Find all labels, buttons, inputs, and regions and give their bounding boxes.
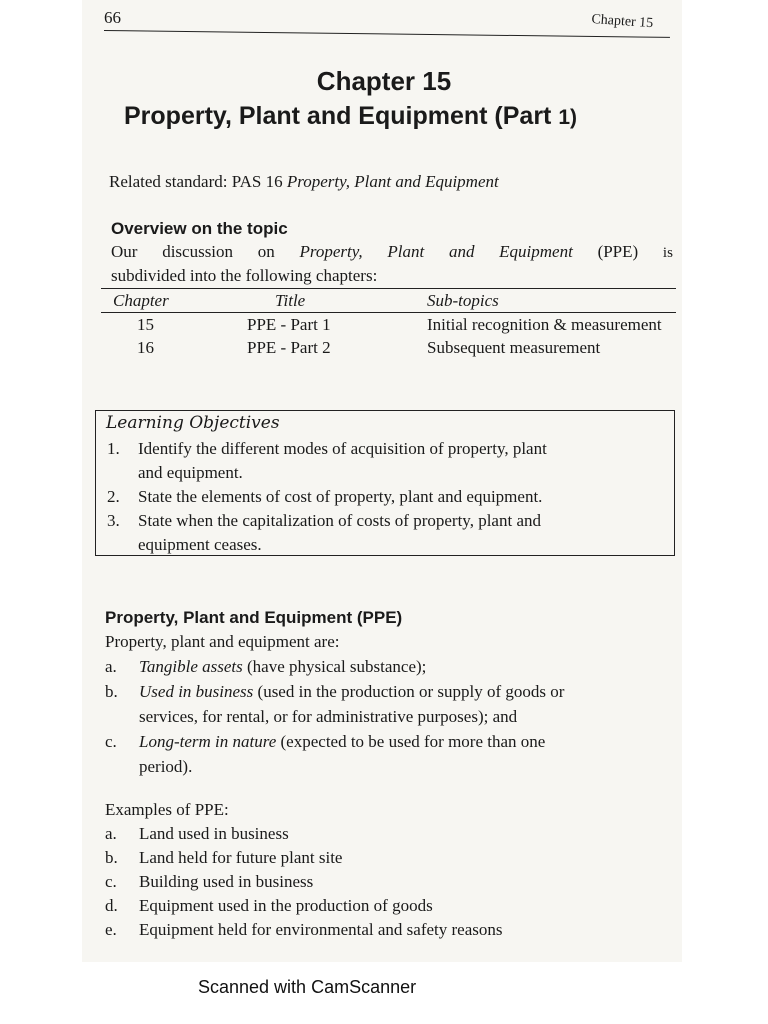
list-label: a. [105,657,117,676]
list-label: e. [105,920,117,939]
overview-word: Equipment [499,242,573,261]
page-number: 66 [104,8,121,27]
table-header-chapter: Chapter [101,289,243,313]
overview-word: is [662,245,673,261]
overview-word: Plant [387,242,425,261]
example-text: Equipment used in the production of goods [139,896,433,915]
criteria-term: Long-term in nature [139,732,277,751]
overview-word: (PPE) [597,242,639,261]
related-standard-prefix: Related standard: PAS 16 [109,172,287,191]
chapter-number: Chapter 15 [316,66,452,96]
list-label: a. [105,824,117,843]
related-standard-title: Property, Plant and Equipment [286,172,499,191]
overview-word: Our [111,242,138,261]
table-cell: 15 [137,315,154,334]
criteria-description-line-2: period). [139,757,193,776]
table-header-title: Title [243,289,427,313]
chapter-title [124,102,577,131]
table-cell: PPE - Part 2 [247,338,331,357]
example-text: Land used in business [139,824,289,843]
chapters-table [101,288,676,359]
overview-line-2: subdivided into the following chapters: [111,266,378,285]
example-text: Building used in business [139,872,314,891]
table-header-row [101,289,676,313]
table-cell: Initial recognition & measurement [427,315,662,334]
table-row [101,313,676,337]
scanner-watermark: Scanned with CamScanner [198,977,417,997]
criteria-description: (expected to be used for more than one [276,732,546,751]
criteria-description: (have physical substance); [242,657,427,676]
table-cell: 16 [137,338,154,357]
objective-text-line-2: and equipment. [138,463,243,482]
table-cell: Subsequent measurement [427,338,601,357]
objective-text-line-1: State the elements of cost of property, plant and equipment. [138,487,543,506]
example-text: Land held for future plant site [139,848,343,867]
examples-heading: Examples of PPE: [105,800,229,819]
overview-word: Property, [299,242,363,261]
criteria-term: Tangible assets [139,657,243,676]
criteria-term: Used in business [139,682,254,701]
ppe-heading: Property, Plant and Equipment (PPE) [105,608,403,627]
criteria-description: (used in the production or supply of goods or [253,682,565,701]
list-label: d. [105,896,118,915]
table-header-subtopics: Sub-topics [427,289,676,313]
objective-text-line-1: Identify the different modes of acquisition of property, plant [138,439,547,458]
objective-text-line-2: equipment ceases. [138,535,262,554]
table-row [101,336,676,359]
example-text: Equipment held for environmental and safety reasons [139,920,503,939]
learning-objectives-box [95,410,675,556]
overview-word: on [257,242,275,261]
objective-text-line-1: State when the capitalization of costs of property, plant and [138,511,541,530]
objective-number: 2. [107,487,120,506]
table-cell: PPE - Part 1 [247,315,331,334]
related-standard [109,172,499,192]
criteria-description-line-2: services, for rental, or for administrative purposes); and [139,707,518,726]
overview-heading: Overview on the topic [111,219,288,238]
list-label: b. [105,848,118,867]
learning-objectives-title: Learning Objectives [106,413,280,433]
chapter-title-main: Property, Plant and Equipment (Part [124,102,559,130]
overview-word: discussion [162,242,234,261]
list-label: b. [105,682,118,701]
list-label: c. [105,872,117,891]
objective-number: 3. [107,511,120,530]
ppe-intro: Property, plant and equipment are: [105,632,340,651]
objective-number: 1. [107,439,120,458]
overview-line-1 [111,242,673,262]
chapter-title-part: 1) [558,106,578,129]
running-head: Chapter 15 [590,12,654,32]
list-label: c. [105,732,117,751]
overview-word: and [448,242,475,261]
